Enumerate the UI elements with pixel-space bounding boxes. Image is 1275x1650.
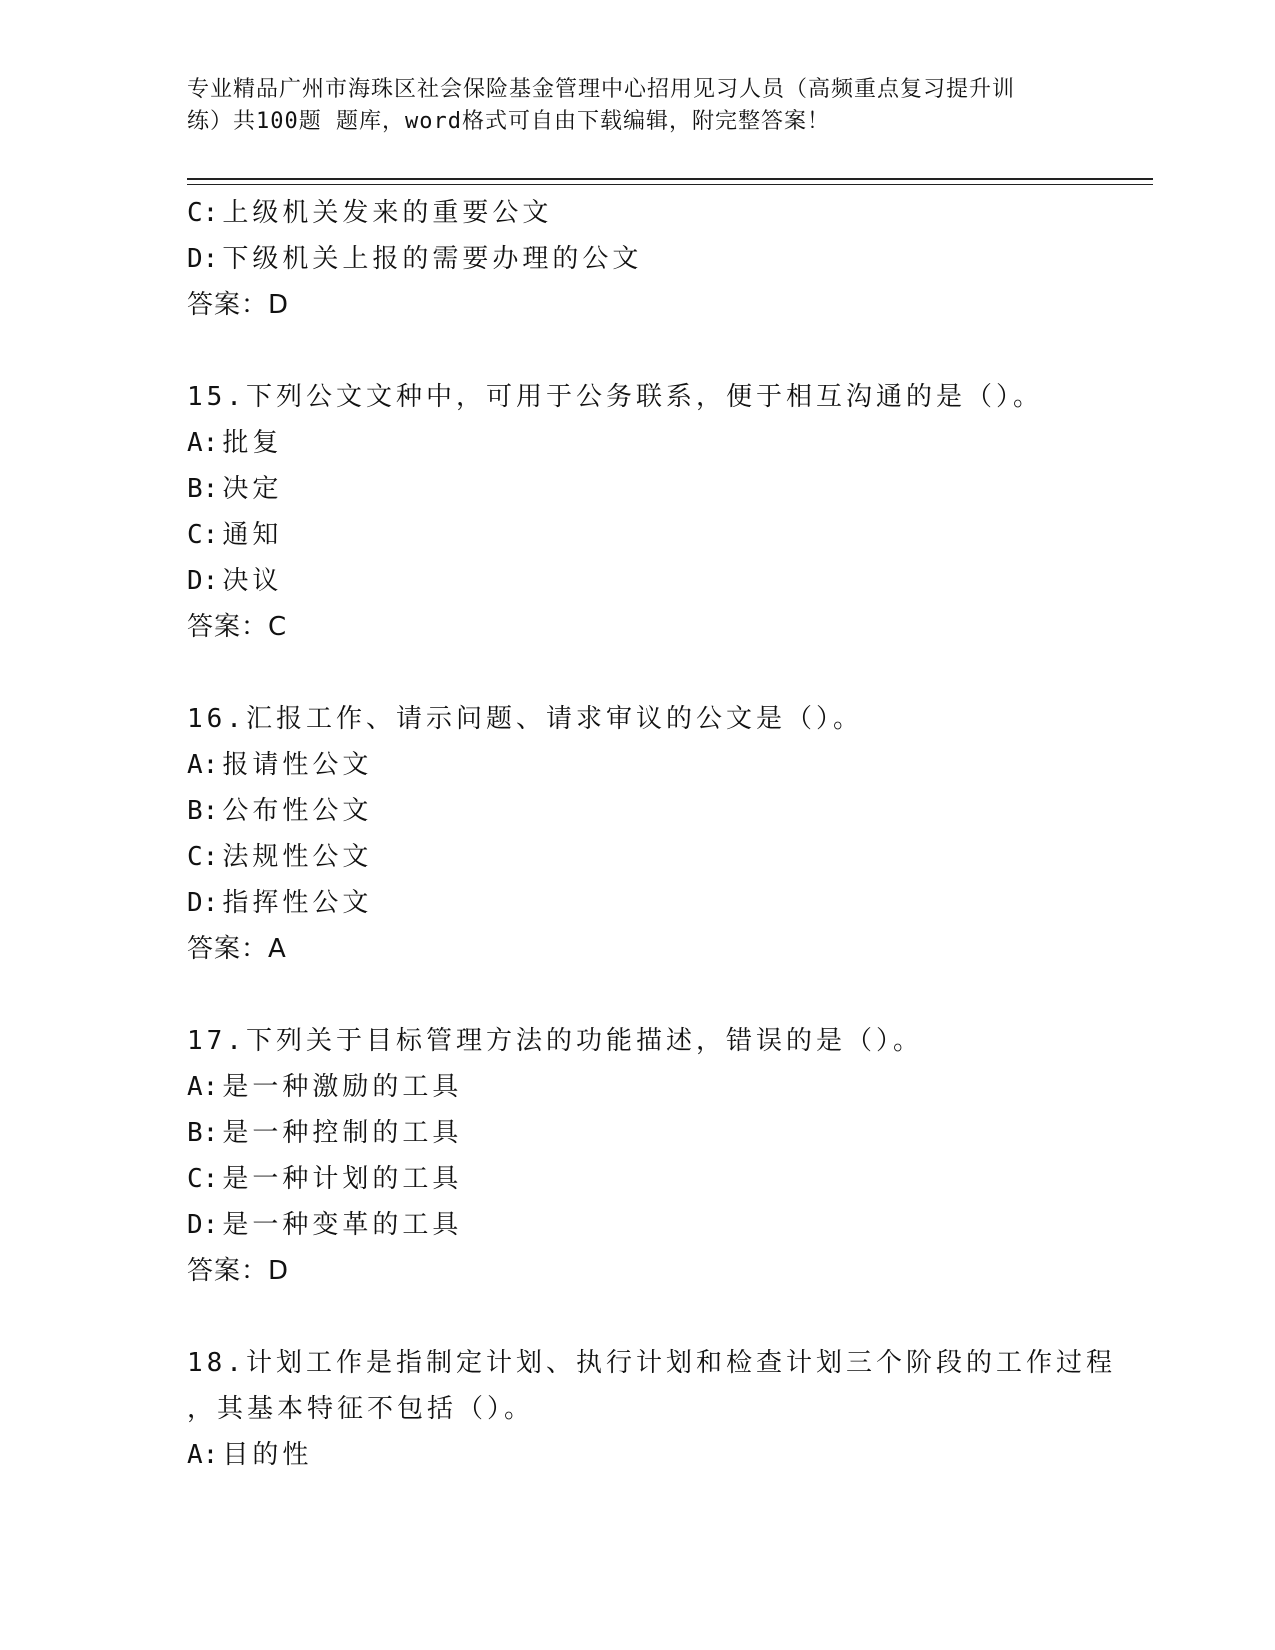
option-label: A: xyxy=(187,1072,219,1102)
spacer xyxy=(187,1294,1107,1340)
option-text: 通知 xyxy=(222,520,283,550)
answer-line: 答案：C xyxy=(187,612,288,642)
option-text: 公布性公文 xyxy=(222,796,373,826)
answer-line: 答案：A xyxy=(187,934,287,964)
option-d xyxy=(187,1202,1107,1248)
option-label: A: xyxy=(187,428,219,458)
option-label: B: xyxy=(187,474,219,504)
option-text: 决议 xyxy=(222,566,283,596)
option-label: B: xyxy=(187,1118,219,1148)
option-text: 决定 xyxy=(222,474,283,504)
option-a xyxy=(187,742,1107,788)
option-a xyxy=(187,420,1107,466)
question-stem: 17.下列关于目标管理方法的功能描述，错误的是（）。 xyxy=(187,1026,923,1056)
option-text: 是一种计划的工具 xyxy=(222,1164,463,1194)
option-b xyxy=(187,788,1107,834)
option-d xyxy=(187,236,1107,282)
option-label: C: xyxy=(187,520,219,550)
question-18 xyxy=(187,1340,1116,1478)
question-17 xyxy=(187,1018,1107,1294)
option-label: C: xyxy=(187,1164,219,1194)
document-header xyxy=(187,74,1087,138)
question-content xyxy=(187,190,1116,1478)
option-label: A: xyxy=(187,750,219,780)
header-title-line-2: 练）共100题 题库，word格式可自由下载编辑，附完整答案！ xyxy=(187,109,830,134)
option-c xyxy=(187,1156,1107,1202)
spacer xyxy=(187,972,1107,1018)
option-c xyxy=(187,190,1107,236)
option-label: D: xyxy=(187,1210,219,1240)
question-14-continued xyxy=(187,190,1107,328)
option-label: A: xyxy=(187,1440,219,1470)
option-text: 批复 xyxy=(222,428,283,458)
header-divider-thin xyxy=(187,184,1153,185)
spacer xyxy=(187,650,1107,696)
option-c xyxy=(187,834,1107,880)
option-text: 是一种激励的工具 xyxy=(222,1072,463,1102)
option-text: 下级机关上报的需要办理的公文 xyxy=(222,244,643,274)
option-label: B: xyxy=(187,796,219,826)
option-label: D: xyxy=(187,244,219,274)
option-c xyxy=(187,512,1107,558)
option-b xyxy=(187,1110,1107,1156)
question-stem: 16.汇报工作、请示问题、请求审议的公文是（）。 xyxy=(187,704,863,734)
option-text: 是一种控制的工具 xyxy=(222,1118,463,1148)
spacer xyxy=(187,328,1107,374)
option-label: D: xyxy=(187,566,219,596)
option-a xyxy=(187,1064,1107,1110)
answer-line: 答案：D xyxy=(187,1256,290,1286)
option-text: 目的性 xyxy=(222,1440,313,1470)
option-a xyxy=(187,1432,1107,1478)
question-16 xyxy=(187,696,1107,972)
option-d xyxy=(187,558,1107,604)
question-15 xyxy=(187,374,1107,650)
option-label: D: xyxy=(187,888,219,918)
option-text: 法规性公文 xyxy=(222,842,373,872)
question-stem: 15.下列公文文种中，可用于公务联系，便于相互沟通的是（）。 xyxy=(187,382,1043,412)
option-text: 上级机关发来的重要公文 xyxy=(222,198,553,228)
option-text: 是一种变革的工具 xyxy=(222,1210,463,1240)
header-divider-thick xyxy=(187,178,1153,180)
header-title-line-1: 专业精品广州市海珠区社会保险基金管理中心招用见习人员（高频重点复习提升训 xyxy=(187,77,1016,102)
option-label: C: xyxy=(187,198,219,228)
answer-line: 答案：D xyxy=(187,290,290,320)
question-stem: 18.计划工作是指制定计划、执行计划和检查计划三个阶段的工作过程 xyxy=(187,1348,1116,1378)
question-stem-continued: ，其基本特征不包括（）。 xyxy=(187,1394,535,1424)
option-d xyxy=(187,880,1107,926)
option-b xyxy=(187,466,1107,512)
option-text: 指挥性公文 xyxy=(222,888,373,918)
option-text: 报请性公文 xyxy=(222,750,373,780)
option-label: C: xyxy=(187,842,219,872)
